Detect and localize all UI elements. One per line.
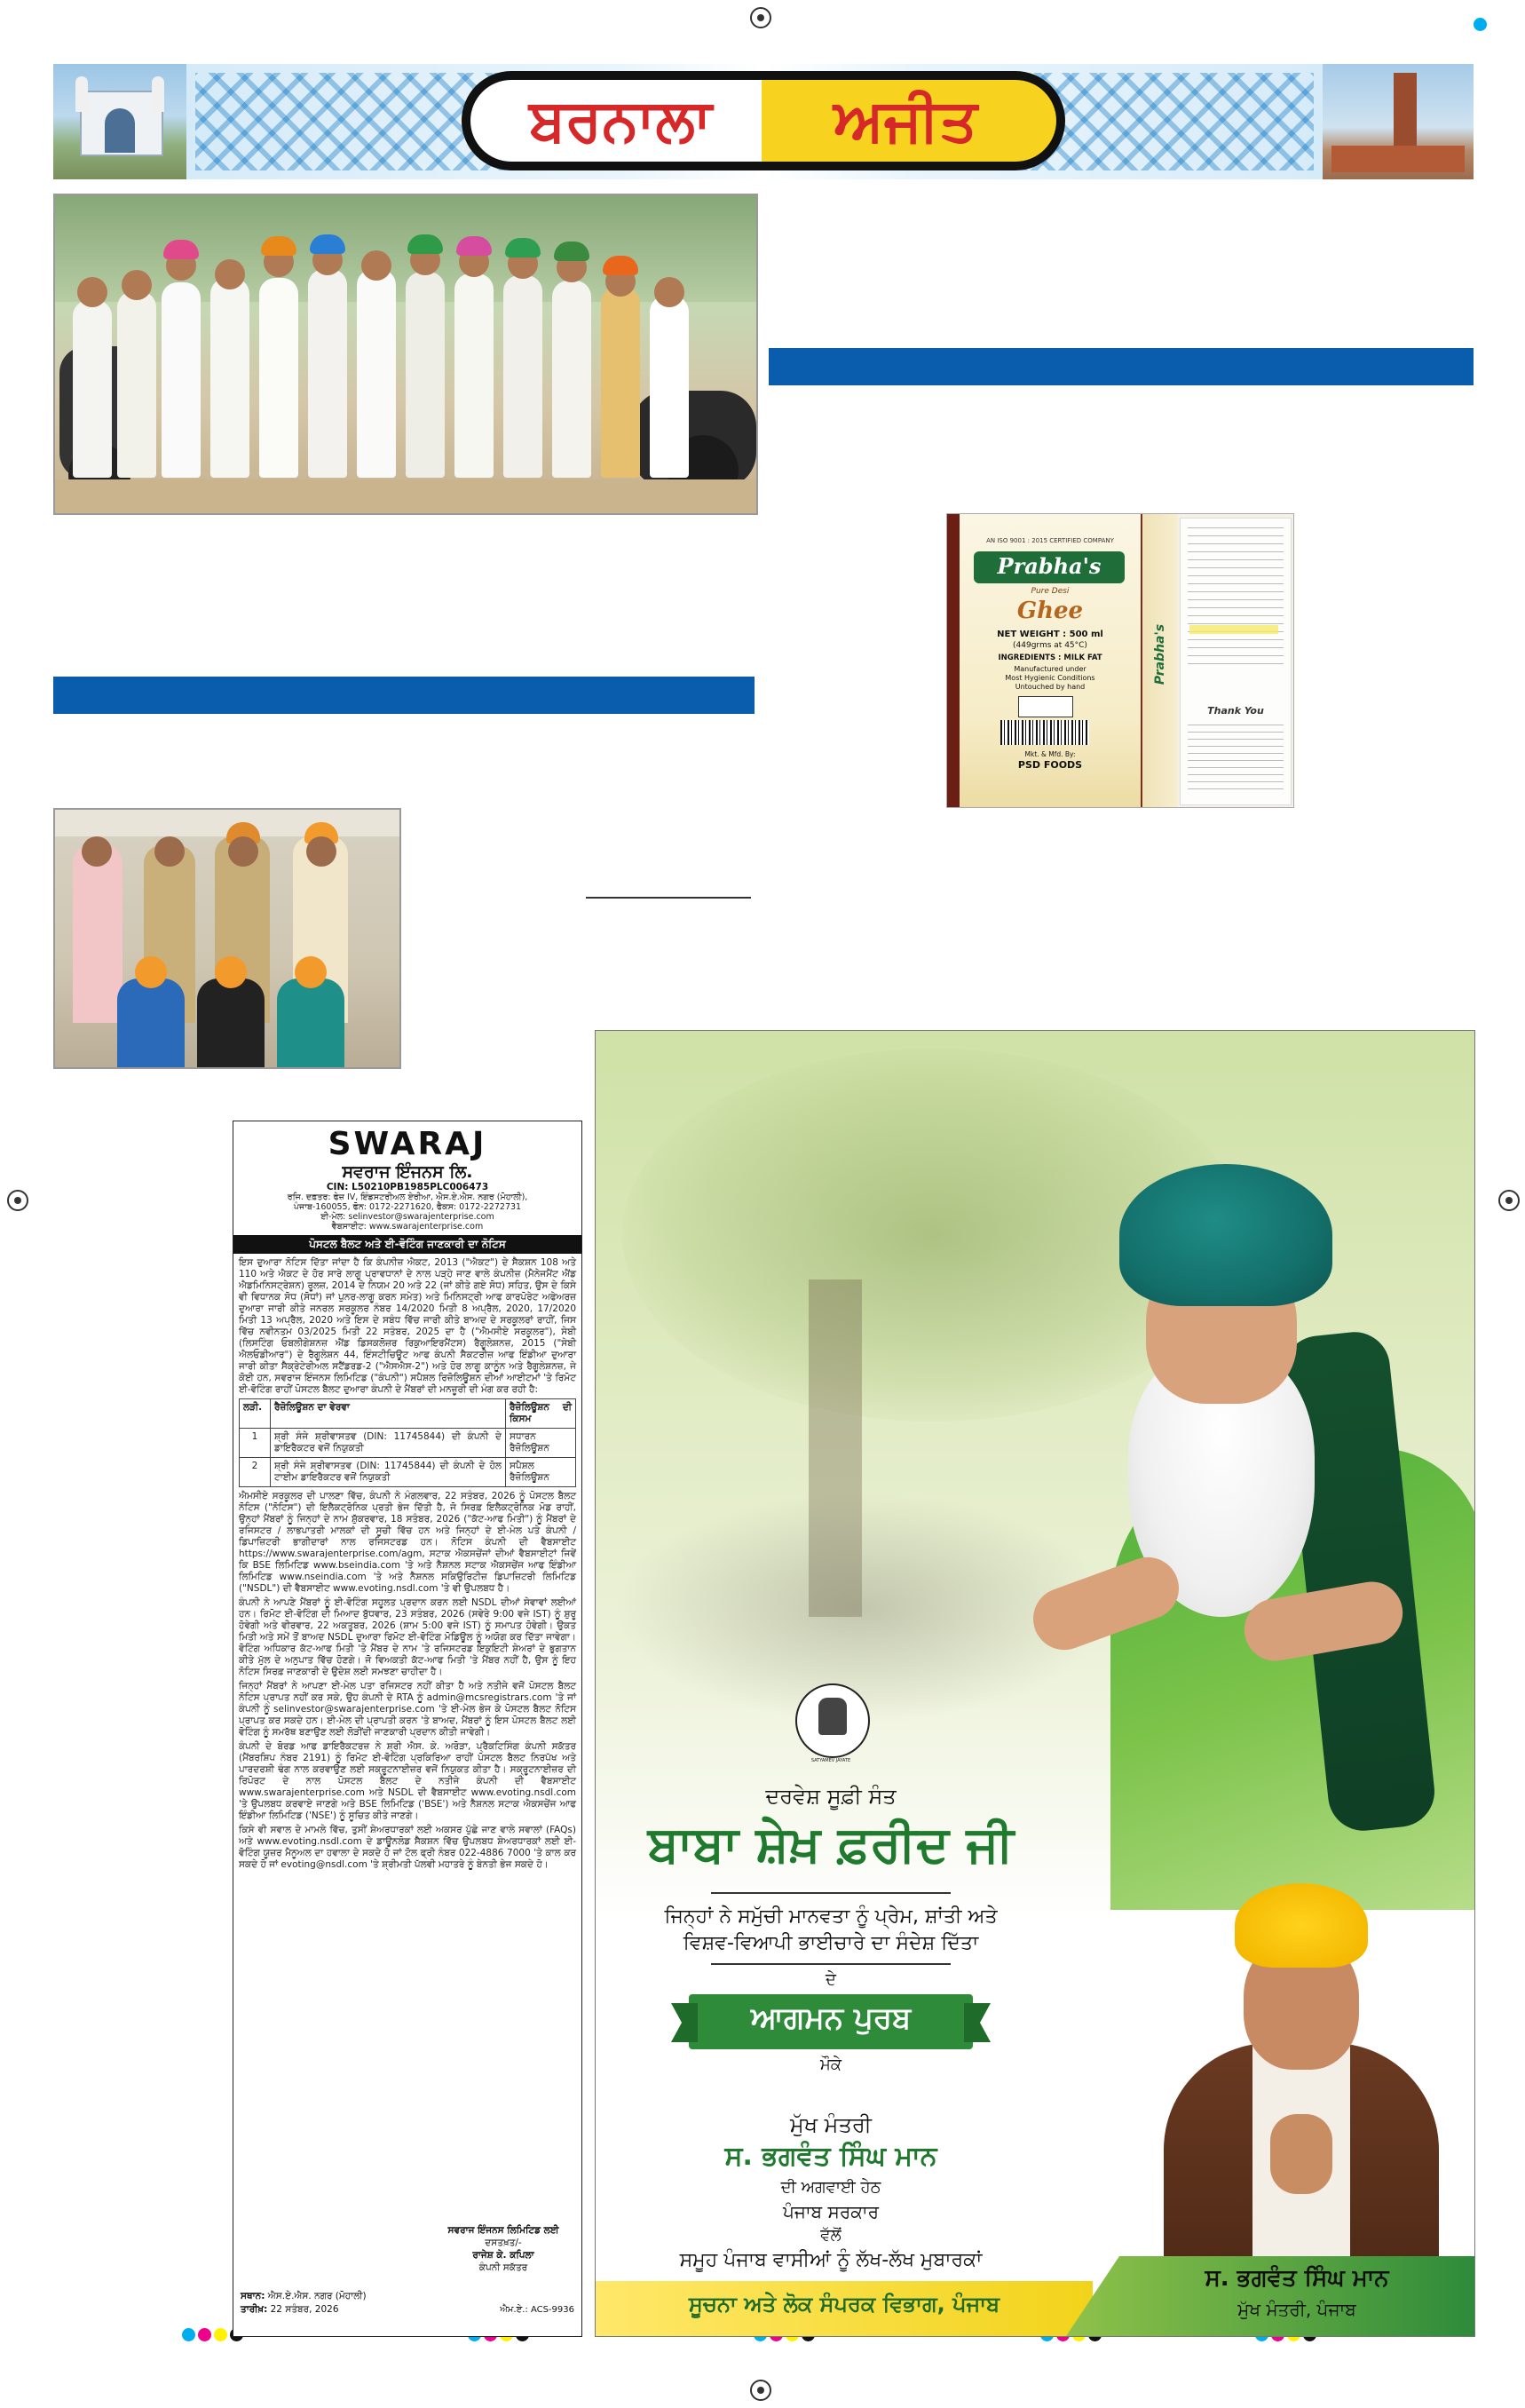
ad-divider-2 bbox=[711, 1963, 951, 1965]
emblem-motto: SATYAMEV JAYATE bbox=[810, 1758, 851, 1763]
news-photo-police bbox=[53, 808, 401, 1069]
color-swatches-top bbox=[1474, 18, 1489, 35]
notice-heading: ਪੋਸਟਲ ਬੈਲਟ ਅਤੇ ਈ-ਵੋਟਿੰਗ ਜਾਣਕਾਰੀ ਦਾ ਨੋਟਿਸ bbox=[233, 1235, 582, 1254]
ad-signature-role: ਮੁੱਖ ਮੰਤਰੀ, ਪੰਜਾਬ bbox=[1237, 2299, 1356, 2320]
ghee-mfg-3: Untouched by hand bbox=[1015, 683, 1086, 691]
notice-date-label: ਤਾਰੀਖ਼: bbox=[241, 2304, 268, 2315]
column-rule bbox=[586, 897, 751, 899]
notice-company: ਸਵਰਾਜ ਇੰਜਨਸ ਲਿ. bbox=[342, 1162, 473, 1182]
masthead-title-pill bbox=[462, 71, 1065, 170]
notice-sign-name: ਰਾਜੇਸ਼ ਕੇ. ਕਪਿਲਾ bbox=[472, 2250, 534, 2261]
table-row bbox=[240, 1458, 576, 1487]
govt-advertisement bbox=[595, 1030, 1475, 2337]
headline-bar-left bbox=[53, 677, 755, 714]
registration-mark-bottom bbox=[750, 2380, 771, 2401]
notice-place: ਐਸ.ਏ.ਐਸ. ਨਗਰ (ਮੋਹਾਲੀ) bbox=[267, 2291, 367, 2301]
news-photo-group bbox=[53, 194, 758, 515]
ad-divider-1 bbox=[711, 1892, 951, 1894]
ad-cm-title: ਮੁੱਖ ਮੰਤਰੀ bbox=[790, 2112, 872, 2137]
masthead-paper-name: ਅਜੀਤ bbox=[834, 86, 977, 154]
notice-website: ਵੈਬਸਾਈਟ: www.swarajenterprise.com bbox=[331, 1222, 484, 1232]
ad-department: ਸੂਚਨਾ ਅਤੇ ਲੋਕ ਸੰਪਰਕ ਵਿਭਾਗ, ਪੰਜਾਬ bbox=[688, 2292, 1000, 2317]
ghee-product-photo bbox=[946, 513, 1294, 808]
notice-address-1: ਰਜਿ. ਦਫ਼ਤਰ: ਫੇਜ਼ IV, ਇੰਡਸਟਰੀਅਲ ਏਰੀਆ, ਐਸ.ਏ.ਐਸ. ਨਗਰ (ਮੋਹਾਲੀ), bbox=[287, 1192, 528, 1202]
ad-by: ਵੱਲੋਂ bbox=[820, 2226, 842, 2245]
ghee-side-brand: Prabha's bbox=[1153, 623, 1167, 685]
ad-cm-name: ਸ. ਭਗਵੰਤ ਸਿੰਘ ਮਾਨ bbox=[724, 2141, 937, 2172]
table-cell-no: 2 bbox=[240, 1458, 271, 1487]
table-cell-no: 1 bbox=[240, 1429, 271, 1458]
ad-greeting: ਸਮੂਹ ਪੰਜਾਬ ਵਾਸੀਆਂ ਨੂੰ ਲੱਖ-ਲੱਖ ਮੁਬਾਰਕਾਂ bbox=[679, 2249, 983, 2271]
ad-aagman-purab: ਆਗਮਨ ਪੁਰਬ bbox=[750, 2000, 912, 2036]
table-cell-desc: ਸ਼੍ਰੀ ਸੰਜੇ ਸ਼੍ਰੀਵਾਸਤਵ (DIN: 11745844) ਦੀ ਕੰਪਨੀ ਦੇ ਡਾਇਰੈਕਟਰ ਵਜੋਂ ਨਿਯੁਕਤੀ bbox=[271, 1429, 506, 1458]
notice-brand: SWARAJ bbox=[328, 1126, 487, 1162]
table-header-no: ਲੜੀ. bbox=[240, 1399, 271, 1429]
notice-email: ਈ-ਮੇਲ: selinvestor@swarajenterprise.com bbox=[320, 1212, 494, 1222]
ghee-pure: Pure Desi bbox=[1031, 587, 1070, 596]
ghee-grams: (449grms at 45°C) bbox=[1013, 641, 1087, 650]
headline-bar-right bbox=[769, 348, 1474, 385]
resolutions-table bbox=[239, 1398, 576, 1487]
table-cell-desc: ਸ਼੍ਰੀ ਸੰਜੇ ਸ਼੍ਰੀਵਾਸਤਵ (DIN: 11745844) ਦੀ ਕੰਪਨੀ ਦੇ ਹੋਲ ਟਾਈਮ ਡਾਇਰੈਕਟਰ ਵਜੋਂ ਨਿਯੁਕਤੀ bbox=[271, 1458, 506, 1487]
ad-line-1: ਦਰਵੇਸ਼ ਸੂਫ਼ੀ ਸੰਤ bbox=[765, 1784, 897, 1809]
table-cell-type: ਸਪੈਸ਼ਲ ਰੈਜ਼ੋਲਿਊਸ਼ਨ bbox=[506, 1458, 576, 1487]
ad-message-2: ਵਿਸ਼ਵ-ਵਿਆਪੀ ਭਾਈਚਾਰੇ ਦਾ ਸੰਦੇਸ਼ ਦਿੱਤਾ bbox=[683, 1932, 979, 1954]
ghee-ingredients: INGREDIENTS : MILK FAT bbox=[998, 653, 1102, 662]
notice-sign-signed: ਦਸਤਖ਼ਤ/- bbox=[485, 2238, 522, 2248]
ghee-product: Ghee bbox=[1016, 598, 1084, 624]
notice-ref: ਐਮ.ਏ.: ACS-9936 bbox=[500, 2305, 574, 2315]
ghee-fssai-logo bbox=[1018, 696, 1073, 717]
notice-sign-role: ਕੰਪਨੀ ਸਕੱਤਰ bbox=[478, 2262, 528, 2273]
ghee-company: PSD FOODS bbox=[1017, 759, 1083, 771]
ad-de: ਦੇ bbox=[826, 1970, 836, 1989]
ghee-mfg-1: Manufactured under bbox=[1014, 665, 1086, 673]
ad-title: ਬਾਬਾ ਸ਼ੇਖ਼ ਫ਼ਰੀਦ ਜੀ bbox=[647, 1816, 1015, 1873]
punjab-govt-emblem bbox=[795, 1683, 866, 1763]
ghee-mkt: Mkt. & Mfd. By: bbox=[1024, 750, 1076, 758]
ghee-receipt bbox=[1180, 518, 1292, 805]
notice-para-3: ਕੰਪਨੀ ਨੇ ਆਪਣੇ ਮੈਂਬਰਾਂ ਨੂੰ ਈ-ਵੋਟਿੰਗ ਸਹੂਲਤ ਪ੍ਰਦਾਨ ਕਰਨ ਲਈ NSDL ਦੀਆਂ ਸੇਵਾਵਾਂ ਲਈਆਂ ਹਨ। ਰਿਮੋਟ ਈ-ਵੋਟਿੰਗ ਦੀ ਮਿਆਦ ਬੁੱਧਵਾਰ, 23 ਸਤੰਬਰ, 2026 (ਸਵੇਰੇ 9:00 ਵਜੇ IST) ਨੂੰ ਸ਼ੁਰੂ ਹੋਵੇਗੀ ਅਤੇ ਵੀਰਵਾਰ, 22 ਅਕਤੂਬਰ, 2026 (ਸ਼ਾਮ 5:00 ਵਜੇ IST) ਨੂੰ ਸਮਾਪਤ ਹੋਵੇਗੀ। ਉਕਤ ਮਿਤੀ ਅਤੇ ਸਮੇਂ ਤੋਂ ਬਾਅਦ NSDL ਦੁਆਰਾ ਰਿਮੋਟ ਈ-ਵੋਟਿੰਗ ਮੋਡਿਊਲ ਨੂੰ ਅਯੋਗ ਕਰ ਦਿੱਤਾ ਜਾਵੇਗਾ। ਵੋਟਿੰਗ ਅਧਿਕਾਰ ਕੱਟ-ਆਫ ਮਿਤੀ 'ਤੇ ਮੈਂਬਰ ਦੇ ਨਾਮ 'ਤੇ ਰਜਿਸਟਰਡ ਇਕੁਇਟੀ ਸ਼ੇਅਰਾਂ ਦੇ ਭੁਗਤਾਨ ਕੀਤੇ ਮੁੱਲ ਦੇ ਅਨੁਪਾਤ ਵਿੱਚ ਹੋਣਗੇ। ਜੋ ਵਿਅਕਤੀ ਕੱਟ-ਆਫ ਮਿਤੀ 'ਤੇ ਮੈਂਬਰ ਨਹੀਂ ਹੈ, ਉਸ ਨੂੰ ਇਹ ਨੋਟਿਸ ਸਿਰਫ਼ ਜਾਣਕਾਰੀ ਦੇ ਉਦੇਸ਼ ਲਈ ਸਮਝਣਾ ਚਾਹੀਦਾ ਹੈ। bbox=[239, 1597, 576, 1677]
ghee-brand: Prabha's bbox=[997, 553, 1102, 579]
ghee-barcode bbox=[1000, 720, 1089, 745]
table-header-type: ਰੈਜ਼ੋਲਿਊਸ਼ਨ ਦੀ ਕਿਸਮ bbox=[506, 1399, 576, 1429]
notice-date: 22 ਸਤੰਬਰ, 2026 bbox=[270, 2304, 339, 2315]
masthead bbox=[53, 64, 1474, 179]
cm-portrait bbox=[1137, 1848, 1466, 2256]
registration-mark-right bbox=[1498, 1190, 1520, 1211]
receipt-thank-you: Thank You bbox=[1207, 705, 1264, 717]
notice-para-4: ਜਿਨ੍ਹਾਂ ਮੈਂਬਰਾਂ ਨੇ ਆਪਣਾ ਈ-ਮੇਲ ਪਤਾ ਰਜਿਸਟਰ ਨਹੀਂ ਕੀਤਾ ਹੈ ਅਤੇ ਨਤੀਜੇ ਵਜੋਂ ਪੋਸਟਲ ਬੈਲਟ ਨੋਟਿਸ ਪ੍ਰਾਪਤ ਨਹੀਂ ਕਰ ਸਕੇ, ਉਹ ਕੰਪਨੀ ਦੇ RTA ਨੂੰ admin@mcsregistrars.com 'ਤੇ ਜਾਂ ਕੰਪਨੀ ਨੂੰ selinvestor@swarajenterprise.com 'ਤੇ ਈ-ਮੇਲ ਭੇਜ ਕੇ ਪੋਸਟਲ ਬੈਲਟ ਨੋਟਿਸ ਪ੍ਰਾਪਤ ਕਰ ਸਕਦੇ ਹਨ। ਈ-ਮੇਲ ਦੀ ਪ੍ਰਾਪਤੀ ਕਰਨ 'ਤੇ ਬਾਅਦ, ਮੈਂਬਰਾਂ ਨੂੰ ਇਸ ਪੋਸਟਲ ਬੈਲਟ ਲਈ ਵੋਟਿੰਗ ਨੂੰ ਸਮਰੱਥ ਬਣਾਉਣ ਲਈ ਲੋੜੀਂਦੀ ਜਾਣਕਾਰੀ ਪ੍ਰਦਾਨ ਕੀਤੀ ਜਾਵੇਗੀ। bbox=[239, 1681, 576, 1738]
table-cell-type: ਸਧਾਰਨ ਰੈਜ਼ੋਲਿਊਸ਼ਨ bbox=[506, 1429, 576, 1458]
ad-govt: ਪੰਜਾਬ ਸਰਕਾਰ bbox=[783, 2201, 879, 2222]
notice-place-label: ਸਥਾਨ: bbox=[241, 2291, 265, 2301]
masthead-city: ਬਰਨਾਲਾ bbox=[529, 86, 712, 154]
ad-signature-name: ਸ. ਭਗਵੰਤ ਸਿੰਘ ਮਾਨ bbox=[1205, 2265, 1389, 2292]
notice-para-5: ਕੰਪਨੀ ਦੇ ਬੋਰਡ ਆਫ ਡਾਇਰੈਕਟਰਜ਼ ਨੇ ਸ਼੍ਰੀ ਐਸ. ਕੇ. ਅਰੋੜਾ, ਪ੍ਰੈਕਟਿਸਿੰਗ ਕੰਪਨੀ ਸਕੱਤਰ (ਮੈਂਬਰਸ਼ਿਪ ਨੰਬਰ 2191) ਨੂੰ ਰਿਮੋਟ ਈ-ਵੋਟਿੰਗ ਪ੍ਰਕਿਰਿਆ ਰਾਹੀਂ ਪੋਸਟਲ ਬੈਲਟ ਨਿਰਪੱਖ ਅਤੇ ਪਾਰਦਰਸ਼ੀ ਢੰਗ ਨਾਲ ਕਰਵਾਉਣ ਲਈ ਸਕ੍ਰੂਟਨਾਈਜ਼ਰ ਵਜੋਂ ਨਿਯੁਕਤ ਕੀਤਾ ਹੈ। ਸਕ੍ਰੂਟਨਾਈਜ਼ਰ ਦੀ ਰਿਪੋਰਟ ਦੇ ਨਾਲ ਪੋਸਟਲ ਬੈਲਟ ਦੇ ਨਤੀਜੇ ਕੰਪਨੀ ਦੀ ਵੈਬਸਾਈਟ www.swarajenterprise.com ਅਤੇ NSDL ਦੀ ਵੈਬਸਾਈਟ www.evoting.nsdl.com 'ਤੇ ਉਪਲਬਧ ਕਰਵਾਏ ਜਾਣਗੇ ਅਤੇ BSE ਲਿਮਿਟਿਡ ('BSE') ਅਤੇ ਨੈਸ਼ਨਲ ਸਟਾਕ ਐਕਸਚੇਂਜ ਆਫ ਇੰਡੀਆ ਲਿਮਿਟਿਡ ('NSE') ਨੂੰ ਸੂਚਿਤ ਕੀਤੇ ਜਾਣਗੇ। bbox=[239, 1741, 576, 1821]
ad-message-1: ਜਿਨ੍ਹਾਂ ਨੇ ਸਮੁੱਚੀ ਮਾਨਵਤਾ ਨੂੰ ਪ੍ਰੇਮ, ਸ਼ਾਂਤੀ ਅਤੇ bbox=[664, 1905, 998, 1928]
notice-para-6: ਕਿਸੇ ਵੀ ਸਵਾਲ ਦੇ ਮਾਮਲੇ ਵਿੱਚ, ਤੁਸੀਂ ਸ਼ੇਅਰਧਾਰਕਾਂ ਲਈ ਅਕਸਰ ਪੁੱਛੇ ਜਾਣ ਵਾਲੇ ਸਵਾਲਾਂ (FAQs) ਅਤੇ www.evoting.nsdl.com ਦੇ ਡਾਊਨਲੋਡ ਸੈਕਸ਼ਨ ਵਿੱਚ ਉਪਲਬਧ ਸ਼ੇਅਰਧਾਰਕਾਂ ਲਈ ਈ-ਵੋਟਿੰਗ ਯੂਜ਼ਰ ਮੈਨੂਅਲ ਦਾ ਹਵਾਲਾ ਦੇ ਸਕਦੇ ਹੋ ਜਾਂ ਟੋਲ ਫ੍ਰੀ ਨੰਬਰ 022-4886 7000 'ਤੇ ਕਾਲ ਕਰ ਸਕਦੇ ਹੋ ਜਾਂ evoting@nsdl.com 'ਤੇ ਸ਼੍ਰੀਮਤੀ ਪੱਲਵੀ ਮਹਾਤਰੇ ਨੂੰ ਬੇਨਤੀ ਭੇਜ ਸਕਦੇ ਹੋ। bbox=[239, 1825, 576, 1870]
registration-mark-top bbox=[750, 7, 771, 28]
table-row bbox=[240, 1429, 576, 1458]
swaraj-notice bbox=[233, 1121, 582, 2337]
ghee-cert-text: AN ISO 9001 : 2015 CERTIFIED COMPANY bbox=[986, 537, 1114, 544]
notice-para-1: ਇਸ ਦੁਆਰਾ ਨੋਟਿਸ ਦਿੱਤਾ ਜਾਂਦਾ ਹੈ ਕਿ ਕੰਪਨੀਜ਼ ਐਕਟ, 2013 ("ਐਕਟ") ਦੇ ਸੈਕਸ਼ਨ 108 ਅਤੇ 110 ਅਤੇ ਐਕਟ ਦੇ ਹੋਰ ਸਾਰੇ ਲਾਗੂ ਪ੍ਰਾਵਧਾਨਾਂ ਦੇ ਨਾਲ ਪੜ੍ਹੇ ਜਾਣ ਵਾਲੇ ਕੰਪਨੀਜ਼ (ਮੈਨੇਜਮੈਂਟ ਐਂਡ ਐਡਮਿਨਿਸਟ੍ਰੇਸ਼ਨ) ਰੂਲਜ਼, 2014 ਦੇ ਨਿਯਮ 20 ਅਤੇ 22 (ਜਾਂ ਕੀਤੇ ਗਏ ਸੋਧ) ਸਹਿਤ, ਉਸ ਦੇ ਕਿਸੇ ਵੀ ਵਿਧਾਨਕ ਸੋਧ (ਸੋਧਾਂ) ਜਾਂ ਪੁਨਰ-ਲਾਗੂ ਕਰਨ ਸਮੇਤ) ਅਤੇ ਮਿਨਿਸਟ੍ਰੀ ਆਫ ਕਾਰਪੋਰੇਟ ਅਫੇਅਰਜ਼ ਦੁਆਰਾ ਜਾਰੀ ਕੀਤੇ ਜਨਰਲ ਸਰਕੂਲਰ ਨੰਬਰ 14/2020 ਮਿਤੀ 8 ਅਪ੍ਰੈਲ, 2020, 17/2020 ਮਿਤੀ 13 ਅਪ੍ਰੈਲ, 2020 ਅਤੇ ਇਸ ਦੇ ਸਬੰਧ ਵਿੱਚ ਜਾਰੀ ਕੀਤੇ ਬਾਅਦ ਦੇ ਸਰਕੂਲਰਾਂ ਰਾਹੀਂ, ਜਿਸ ਵਿੱਚ ਨਵੀਨਤਮ 03/2025 ਮਿਤੀ 22 ਸਤੰਬਰ, 2025 ਦਾ ਹੈ ("ਐਮਸੀਏ ਸਰਕੂਲਰ"), ਸੇਬੀ (ਲਿਸਟਿੰਗ ਓਬਲੀਗੇਸ਼ਨਜ਼ ਐਂਡ ਡਿਸਕਲੋਜ਼ਰ ਰਿਕੁਆਇਰਮੈਂਟਸ) ਰੈਗੂਲੇਸ਼ਨਜ਼, 2015 ("ਸੇਬੀ ਐਲਓਡੀਆਰ") ਦੇ ਰੈਗੂਲੇਸ਼ਨ 44, ਇੰਸਟੀਚਿਊਟ ਆਫ ਕੰਪਨੀ ਸੈਕਟਰੀਜ਼ ਆਫ ਇੰਡੀਆ ਦੁਆਰਾ ਜਾਰੀ ਕੀਤਾ ਸੈਕ੍ਰੇਟੇਰੀਅਲ ਸਟੈਂਡਰਡ-2 ("ਐਸਐਸ-2") ਅਤੇ ਹੋਰ ਲਾਗੂ ਕਾਨੂੰਨ ਅਤੇ ਰੈਗੂਲੇਸ਼ਨਜ਼, ਜੇ ਕੋਈ ਹਨ, ਸਵਰਾਜ ਇੰਜਨਸ ਲਿਮਿਟਿਡ ("ਕੰਪਨੀ") ਸਪੈਸ਼ਲ ਰਿਜ਼ੋਲਿਊਸ਼ਨ ਦੀਆਂ ਆਈਟਮਾਂ 'ਤੇ ਰਿਮੋਟ ਈ-ਵੋਟਿੰਗ ਰਾਹੀਂ ਪੋਸਟਲ ਬੈਲਟ ਦੁਆਰਾ ਕੰਪਨੀ ਦੇ ਮੈਂਬਰਾਂ ਦੀ ਮਨਜ਼ੂਰੀ ਦੀ ਮੰਗ ਕਰ ਰਹੀ ਹੈ: bbox=[239, 1257, 576, 1395]
ghee-net-weight: NET WEIGHT : 500 ml bbox=[997, 630, 1103, 639]
ad-leadership: ਦੀ ਅਗਵਾਈ ਹੇਠ bbox=[780, 2178, 881, 2197]
notice-para-2: ਐਮਸੀਏ ਸਰਕੂਲਰ ਦੀ ਪਾਲਣਾ ਵਿੱਚ, ਕੰਪਨੀ ਨੇ ਮੰਗਲਵਾਰ, 22 ਸਤੰਬਰ, 2026 ਨੂੰ ਪੋਸਟਲ ਬੈਲਟ ਨੋਟਿਸ ("ਨੋਟਿਸ") ਦੀ ਇਲੈਕਟ੍ਰੋਨਿਕ ਪ੍ਰਤੀ ਭੇਜ ਦਿੱਤੀ ਹੈ, ਜੋ ਸਿਰਫ਼ ਇਲੈਕਟ੍ਰੋਨਿਕ ਮੋਡ ਰਾਹੀਂ, ਉਨ੍ਹਾਂ ਮੈਂਬਰਾਂ ਨੂੰ ਜਿਨ੍ਹਾਂ ਦੇ ਨਾਮ ਸ਼ੁੱਕਰਵਾਰ, 18 ਸਤੰਬਰ, 2026 ("ਕੱਟ-ਆਫ ਮਿਤੀ") ਨੂੰ ਮੈਂਬਰਾਂ ਦੇ ਰਜਿਸਟਰ / ਲਾਭਪਾਤਰੀ ਮਾਲਕਾਂ ਦੀ ਸੂਚੀ ਵਿੱਚ ਹਨ ਅਤੇ ਜਿਨ੍ਹਾਂ ਦੇ ਈ-ਮੇਲ ਪਤੇ ਕੰਪਨੀ / ਡਿਪਾਜ਼ਿਟਰੀ ਭਾਗੀਦਾਰਾਂ ਨਾਲ ਰਜਿਸਟਰਡ ਹਨ। ਨੋਟਿਸ ਕੰਪਨੀ ਦੀ ਵੈਬਸਾਈਟ https://www.swarajenterprise.com/agm, ਸਟਾਕ ਐਕਸਚੇਂਜਾਂ ਦੀਆਂ ਵੈਬਸਾਈਟਾਂ ਜਿਵੇਂ ਕਿ BSE ਲਿਮਿਟਿਡ www.bseindia.com 'ਤੇ ਅਤੇ ਨੈਸ਼ਨਲ ਸਟਾਕ ਐਕਸਚੇਂਜ ਆਫ ਇੰਡੀਆ ਲਿਮਿਟਿਡ www.nseindia.com 'ਤੇ ਅਤੇ ਨੈਸ਼ਨਲ ਸਕਿਉਰਿਟੀਜ਼ ਡਿਪਾਜ਼ਿਟਰੀ ਲਿਮਿਟਿਡ ("NSDL") ਦੀ ਵੈਬਸਾਈਟ www.evoting.nsdl.com 'ਤੇ ਵੀ ਉਪਲਬਧ ਹੈ। bbox=[239, 1491, 576, 1594]
notice-cin: CIN: L50210PB1985PLC006473 bbox=[326, 1182, 489, 1192]
notice-sign-company: ਸਵਰਾਜ ਇੰਜਨਸ ਲਿਮਿਟਿਡ ਲਈ bbox=[447, 2225, 559, 2236]
masthead-photo-gurdwara bbox=[53, 64, 186, 179]
notice-address-2: ਪੰਜਾਬ-160055, ਫੋਨ: 0172-2271620, ਫੈਕਸ: 0172-2272731 bbox=[293, 1202, 522, 1212]
masthead-photo-kiln bbox=[1323, 64, 1474, 179]
saint-illustration bbox=[1013, 1129, 1474, 1892]
registration-mark-left bbox=[7, 1190, 28, 1211]
ghee-mfg-2: Most Hygienic Conditions bbox=[1005, 674, 1095, 682]
table-header-desc: ਰੈਜ਼ੋਲਿਊਸ਼ਨ ਦਾ ਵੇਰਵਾ bbox=[271, 1399, 506, 1429]
ad-mauke: ਮੌਕੇ bbox=[819, 2056, 842, 2074]
